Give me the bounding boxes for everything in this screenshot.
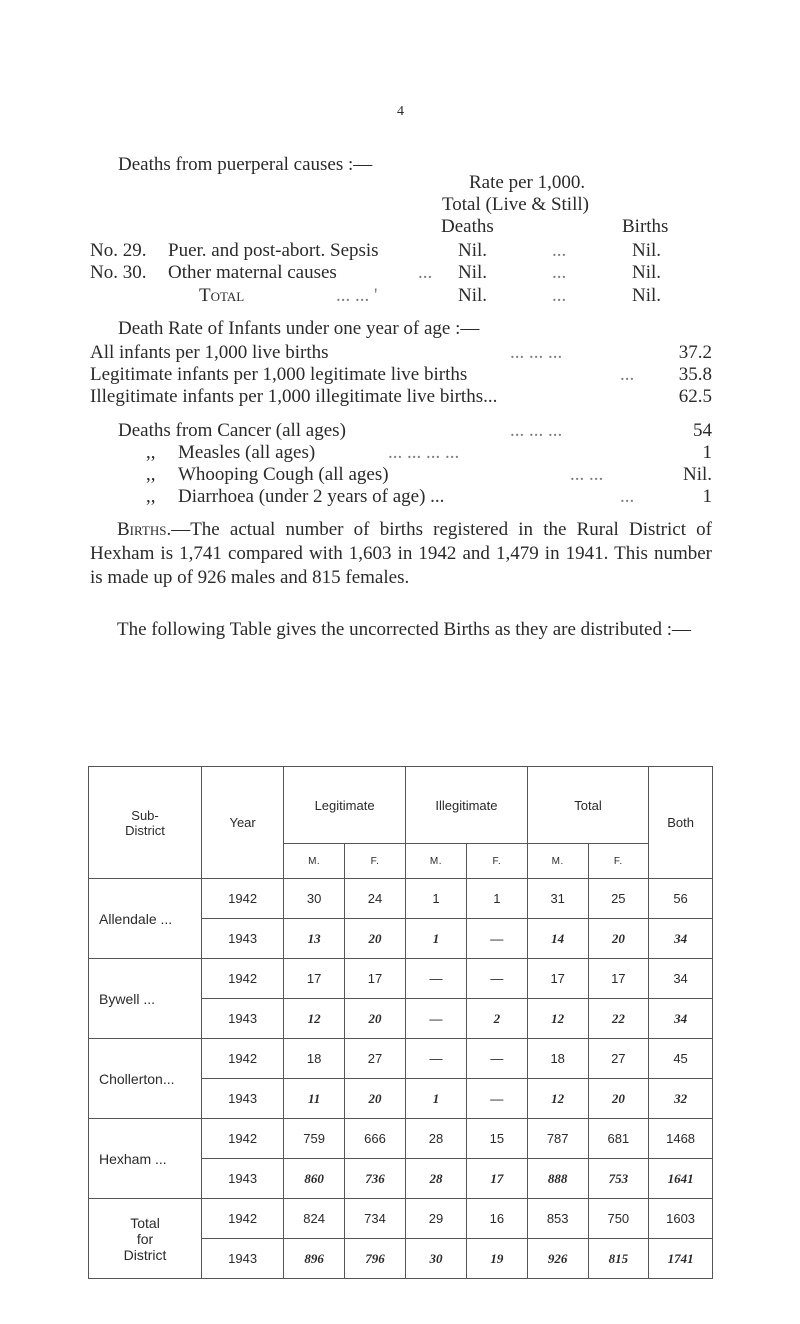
header-total-m: M. <box>527 844 588 879</box>
puerperal-heading: Deaths from puerperal causes :— <box>118 154 373 175</box>
value-cell: 815 <box>588 1239 649 1279</box>
infant-label: All infants per 1,000 live births <box>90 342 329 363</box>
value-cell: 30 <box>405 1239 466 1279</box>
value-cell: 29 <box>405 1199 466 1239</box>
value-cell: 22 <box>588 999 649 1039</box>
value-cell: 31 <box>527 879 588 919</box>
value-cell: 17 <box>466 1159 527 1199</box>
value-cell: 20 <box>588 1079 649 1119</box>
infant-leader: ... <box>620 364 635 385</box>
value-cell: 853 <box>527 1199 588 1239</box>
deaths-leader: ... <box>620 486 635 507</box>
value-cell: 796 <box>345 1239 406 1279</box>
total-sep: ... <box>552 285 567 306</box>
value-cell: 45 <box>649 1039 713 1079</box>
deaths-label: Whooping Cough (all ages) <box>178 464 389 485</box>
header-total-f: F. <box>588 844 649 879</box>
value-cell: 1641 <box>649 1159 713 1199</box>
cause-deaths: Nil. <box>458 262 488 283</box>
value-cell: 34 <box>649 959 713 999</box>
value-cell: 56 <box>649 879 713 919</box>
header-sub-district: Sub- District <box>89 767 202 879</box>
cause-label: Other maternal causes <box>168 262 337 283</box>
value-cell: — <box>466 959 527 999</box>
district-name: Chollerton... <box>89 1039 202 1119</box>
value-cell: 19 <box>466 1239 527 1279</box>
value-cell: 14 <box>527 919 588 959</box>
value-cell: 13 <box>284 919 345 959</box>
value-cell: 1 <box>405 1079 466 1119</box>
deaths-value: 1 <box>702 442 712 463</box>
header-legitimate: Legitimate <box>284 767 406 844</box>
value-cell: 896 <box>284 1239 345 1279</box>
header-year: Year <box>202 767 284 879</box>
total-label: Total <box>199 285 245 306</box>
ditto-mark: ,, <box>146 464 156 485</box>
value-cell: 1603 <box>649 1199 713 1239</box>
rate-header-births: Births <box>622 216 669 237</box>
value-cell: 28 <box>405 1119 466 1159</box>
value-cell: 34 <box>649 999 713 1039</box>
births-text: —The actual number of births registered in the Rural District of Hexham is 1,741 compared with 1,603 in 1942 and 1,479 in 1941. This number is made up of 926 males and 815 females. <box>90 519 712 588</box>
value-cell: — <box>466 919 527 959</box>
year-cell: 1942 <box>202 1119 284 1159</box>
value-cell: 34 <box>649 919 713 959</box>
value-cell: 17 <box>284 959 345 999</box>
value-cell: 666 <box>345 1119 406 1159</box>
table-row <box>89 1119 713 1159</box>
value-cell: 30 <box>284 879 345 919</box>
value-cell: 25 <box>588 879 649 919</box>
births-table <box>88 766 713 1279</box>
value-cell: 1468 <box>649 1119 713 1159</box>
deaths-leader: ... ... ... ... <box>388 442 460 463</box>
deaths-value: 54 <box>693 420 712 441</box>
year-cell: 1943 <box>202 919 284 959</box>
infant-heading: Death Rate of Infants under one year of age :— <box>118 318 480 339</box>
value-cell: 17 <box>345 959 406 999</box>
year-cell: 1942 <box>202 959 284 999</box>
value-cell: 18 <box>284 1039 345 1079</box>
value-cell: 926 <box>527 1239 588 1279</box>
total-rate: Nil. <box>632 285 662 306</box>
header-total: Total <box>527 767 648 844</box>
value-cell: 12 <box>284 999 345 1039</box>
page-number: 4 <box>397 104 404 119</box>
table-row <box>89 1199 713 1239</box>
value-cell: — <box>405 999 466 1039</box>
value-cell: 20 <box>345 919 406 959</box>
header-illegit-f: F. <box>466 844 527 879</box>
cause-sep: ... <box>552 262 567 283</box>
deaths-value: Nil. <box>682 464 712 485</box>
value-cell: — <box>466 1039 527 1079</box>
value-cell: 28 <box>405 1159 466 1199</box>
value-cell: — <box>405 1039 466 1079</box>
value-cell: 27 <box>588 1039 649 1079</box>
value-cell: 787 <box>527 1119 588 1159</box>
value-cell: 18 <box>527 1039 588 1079</box>
header-legit-f: F. <box>345 844 406 879</box>
infant-leader: ... ... ... <box>510 342 563 363</box>
value-cell: 12 <box>527 999 588 1039</box>
ditto-mark: ,, <box>146 486 156 507</box>
cause-deaths: Nil. <box>458 240 488 261</box>
infant-value: 37.2 <box>678 342 712 363</box>
cause-leader: ... <box>418 262 433 283</box>
value-cell: 27 <box>345 1039 406 1079</box>
cause-number: No. 30. <box>90 262 147 283</box>
header-both: Both <box>649 767 713 879</box>
infant-value: 35.8 <box>678 364 712 385</box>
rate-header-deaths: Deaths <box>441 216 494 237</box>
year-cell: 1943 <box>202 1159 284 1199</box>
value-cell: 736 <box>345 1159 406 1199</box>
district-name: Hexham ... <box>89 1119 202 1199</box>
value-cell: 1 <box>466 879 527 919</box>
year-cell: 1942 <box>202 879 284 919</box>
table-intro: The following Table gives the uncorrected Births as they are distributed :— <box>117 619 691 640</box>
rate-header-line1: Rate per 1,000. <box>469 172 586 193</box>
births-lead: Births. <box>117 519 172 540</box>
year-cell: 1943 <box>202 1079 284 1119</box>
births-paragraph <box>90 518 712 590</box>
year-cell: 1942 <box>202 1199 284 1239</box>
value-cell: 759 <box>284 1119 345 1159</box>
total-leader: ... ... ' <box>336 285 378 306</box>
cause-label: Puer. and post-abort. Sepsis <box>168 240 379 261</box>
header-illegitimate: Illegitimate <box>405 767 527 844</box>
value-cell: 734 <box>345 1199 406 1239</box>
value-cell: 750 <box>588 1199 649 1239</box>
deaths-leader: ... ... <box>570 464 604 485</box>
value-cell: 1741 <box>649 1239 713 1279</box>
value-cell: 824 <box>284 1199 345 1239</box>
deaths-leader: ... ... ... <box>510 420 563 441</box>
cause-sep: ... <box>552 240 567 261</box>
cause-rate: Nil. <box>632 240 662 261</box>
value-cell: 20 <box>345 1079 406 1119</box>
district-name: Total for District <box>89 1199 202 1279</box>
value-cell: 1 <box>405 879 466 919</box>
infant-label: Illegitimate infants per 1,000 illegitimate live births... <box>90 386 498 407</box>
deaths-value: 1 <box>702 486 712 507</box>
table-row <box>89 879 713 919</box>
table-row <box>89 959 713 999</box>
table-row <box>89 1039 713 1079</box>
district-name: Bywell ... <box>89 959 202 1039</box>
value-cell: 32 <box>649 1079 713 1119</box>
value-cell: 11 <box>284 1079 345 1119</box>
value-cell: 2 <box>466 999 527 1039</box>
value-cell: 17 <box>527 959 588 999</box>
header-legit-m: M. <box>284 844 345 879</box>
total-deaths: Nil. <box>458 285 488 306</box>
value-cell: — <box>405 959 466 999</box>
infant-label: Legitimate infants per 1,000 legitimate live births <box>90 364 468 385</box>
header-illegit-m: M. <box>405 844 466 879</box>
year-cell: 1943 <box>202 1239 284 1279</box>
deaths-label: Diarrhoea (under 2 years of age) ... <box>178 486 445 507</box>
value-cell: 16 <box>466 1199 527 1239</box>
value-cell: 17 <box>588 959 649 999</box>
value-cell: 860 <box>284 1159 345 1199</box>
value-cell: 20 <box>345 999 406 1039</box>
rate-header-line2: Total (Live & Still) <box>442 194 589 215</box>
ditto-mark: ,, <box>146 442 156 463</box>
deaths-label: Deaths from Cancer (all ages) <box>118 420 346 441</box>
deaths-label: Measles (all ages) <box>178 442 316 463</box>
value-cell: 24 <box>345 879 406 919</box>
value-cell: 681 <box>588 1119 649 1159</box>
value-cell: 15 <box>466 1119 527 1159</box>
district-name: Allendale ... <box>89 879 202 959</box>
value-cell: 12 <box>527 1079 588 1119</box>
year-cell: 1942 <box>202 1039 284 1079</box>
infant-value: 62.5 <box>678 386 712 407</box>
cause-number: No. 29. <box>90 240 147 261</box>
value-cell: — <box>466 1079 527 1119</box>
value-cell: 1 <box>405 919 466 959</box>
value-cell: 753 <box>588 1159 649 1199</box>
value-cell: 888 <box>527 1159 588 1199</box>
value-cell: 20 <box>588 919 649 959</box>
cause-rate: Nil. <box>632 262 662 283</box>
year-cell: 1943 <box>202 999 284 1039</box>
